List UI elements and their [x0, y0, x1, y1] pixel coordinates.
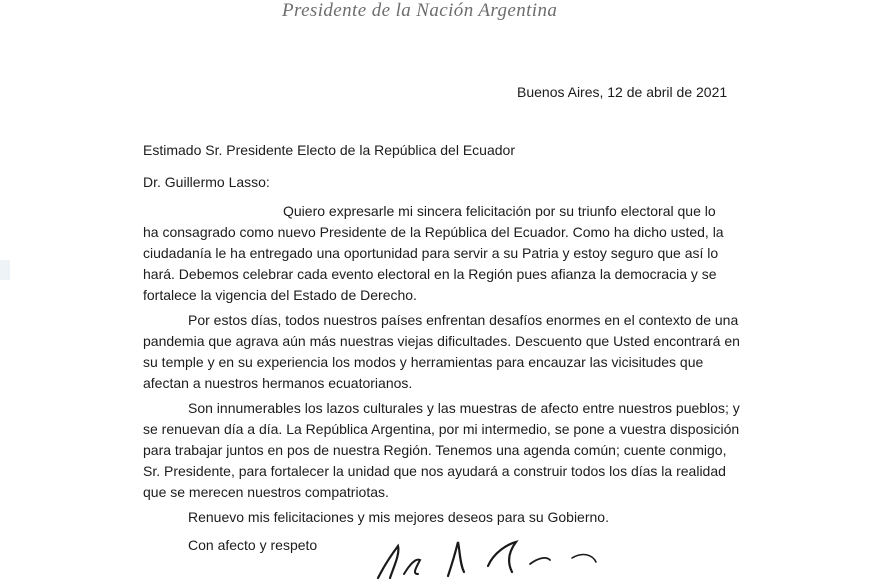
paragraph-1-line-4: hará. Debemos celebrar cada evento electoral en la Región pues afianza la democracia y se: [143, 266, 717, 282]
letter-date: Buenos Aires, 12 de abril de 2021: [517, 84, 728, 100]
paragraph-2-line-4: afectan a nuestros hermanos ecuatorianos.: [143, 375, 413, 391]
paragraph-3-line-1: Son innumerables los lazos culturales y las muestras de afecto entre nuestros pueblos; y: [188, 400, 740, 416]
paragraph-1-line-1: Quiero expresarle mi sincera felicitación por su triunfo electoral que lo: [283, 203, 716, 219]
signature: [360, 536, 620, 580]
paragraph-2-line-1: Por estos días, todos nuestros países enfrentan desafíos enormes en el contexto de una: [188, 312, 739, 328]
paragraph-3-line-4: Sr. Presidente, para fortalecer la unidad que nos ayudará a construir todos los días la realidad: [143, 463, 726, 479]
paragraph-1-line-2: ha consagrado como nuevo Presidente de la República del Ecuador. Como ha dicho usted, la: [143, 224, 724, 240]
paragraph-1-line-3: ciudadanía le ha entregado una oportunidad para servir a su Patria y estoy seguro que así lo: [143, 245, 719, 261]
paragraph-2-line-2: pandemia que agrava aún más nuestras viejas dificultades. Descuento que Usted encontrará en: [143, 333, 740, 349]
closing: Con afecto y respeto: [188, 537, 318, 553]
paragraph-2-line-3: su temple y en su experiencia los modos y herramientas para encauzar las vicisitudes que: [143, 354, 704, 370]
paragraph-1-line-5: fortalece la vigencia del Estado de Derecho.: [143, 287, 417, 303]
paragraph-4-line-1: Renuevo mis felicitaciones y mis mejores deseos para su Gobierno.: [188, 509, 609, 525]
paragraph-3-line-3: para trabajar juntos en pos de nuestra Región. Tenemos una agenda común; cuente conmigo,: [143, 442, 727, 458]
scan-artifact: [0, 260, 10, 280]
letterhead-text: Presidente de la Nación Argentina: [282, 0, 558, 21]
paragraph-3-line-2: se renuevan día a día. La República Argentina, por mi intermedio, se pone a vuestra disposición: [143, 421, 740, 437]
letterhead: [282, 0, 557, 22]
salutation: Estimado Sr. Presidente Electo de la República del Ecuador: [143, 142, 515, 158]
paragraph-3-line-5: que se merecen nuestros compatriotas.: [143, 484, 389, 500]
addressee: Dr. Guillermo Lasso:: [143, 174, 270, 190]
